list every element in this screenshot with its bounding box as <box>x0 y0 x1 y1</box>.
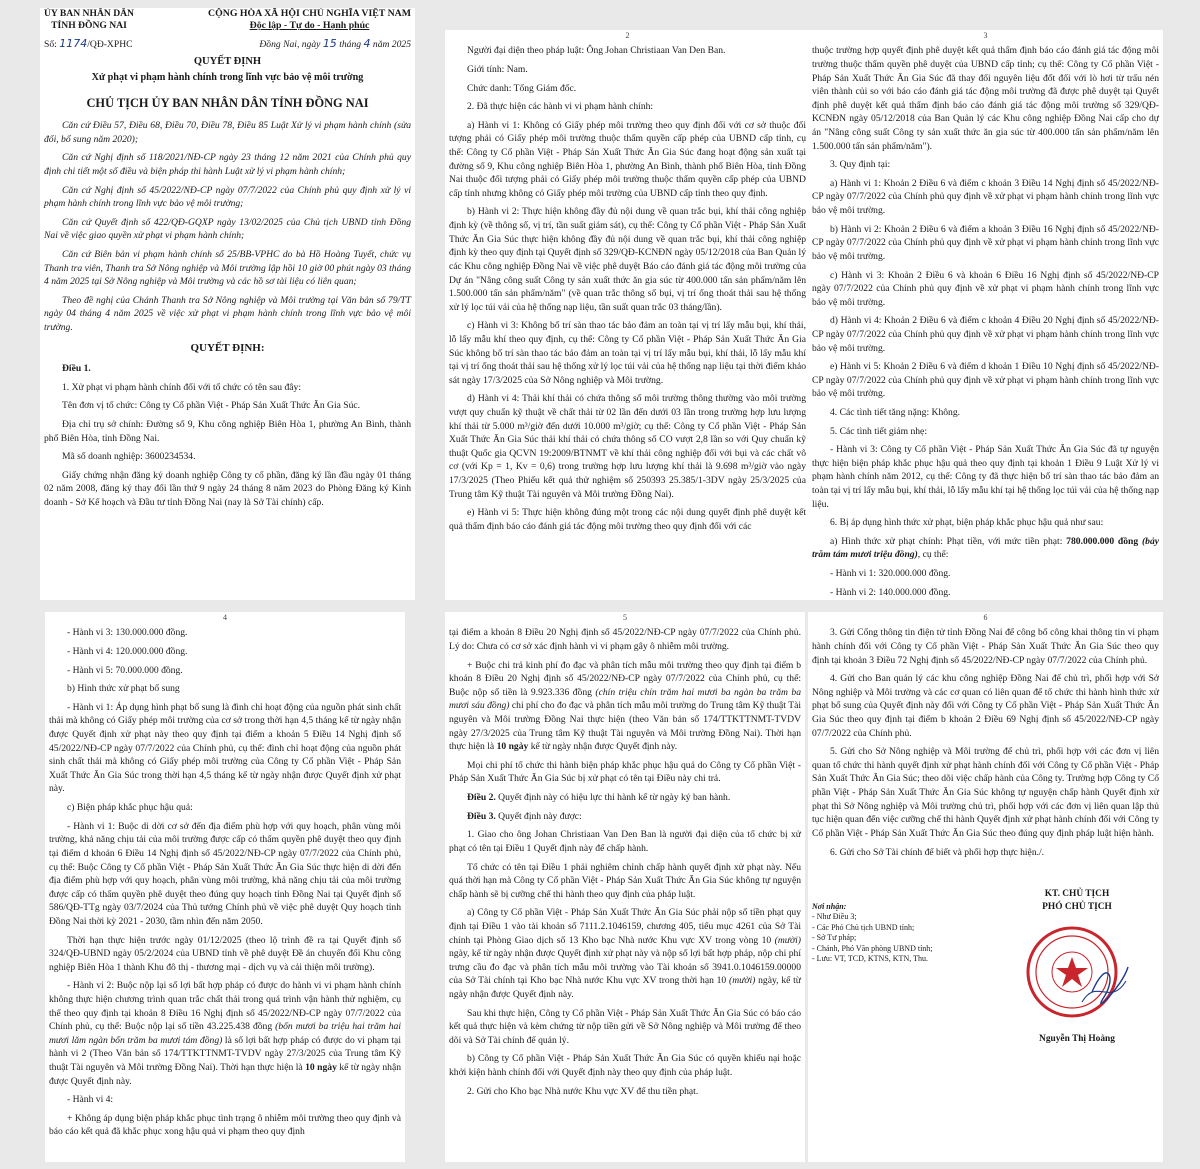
legal-basis: Căn cứ Nghị định số 118/2021/NĐ-CP ngày 23 tháng 12 năm 2021 của Chính phủ quy định chi tiết một số điều và biện pháp thi hành Luật xử lý vi phạm hành chính; <box>44 152 411 177</box>
paragraph: b) Hình thức xử phạt bổ sung <box>67 683 180 695</box>
article-1-heading: Điều 1. <box>62 363 91 375</box>
paragraph: a) Hành vi 1: Khoản 2 Điều 6 và điểm c khoản 3 Điều 14 Nghị định số 45/2022/NĐ-CP ngày 07/7/2022 của Chính phủ quy định về xử phạt vi phạm hành chính trong lĩnh vực bảo vệ môi trường. <box>812 177 1159 217</box>
signature-block: KT. CHỦ TỊCH PHÓ CHỦ TỊCH Nguyễn Thị Hoàng <box>997 888 1157 1047</box>
paragraph: - Hành vi 5: 70.000.000 đồng. <box>67 664 183 676</box>
article-3: Điều 3. Quyết định này được: <box>467 810 582 822</box>
paragraph: + Không áp dụng biện pháp khắc phục tình trạng ô nhiễm môi trường theo quy định và báo cáo kết quả đã khắc phục xong hậu quả vi phạm theo quy định <box>49 1112 401 1138</box>
signer-name: Nguyễn Thị Hoàng <box>1039 1034 1115 1045</box>
paragraph: - Hành vi 1: Buộc di dời cơ sở đến địa điểm phù hợp với quy hoạch, phân vùng môi trường, khả năng chịu tải của môi trường được cấp có thẩm quyền phê duyệt theo quy định tại điểm d khoản 6 Điều 14 Nghị định số 45/2022/NĐ-CP ngày 07/7/2022 của Chính phủ, cụ thể: Buộc Công ty Cổ phần Việt - Pháp Sản Xuất Thức Ăn Gia Súc thực hiện di dời đến địa điểm phù hợp với quy hoạch, phân vùng môi trường, khả năng chịu tải của môi trường được cấp có thẩm quyền phê duyệt theo đúng quy hoạch tỉnh Đồng Nai tại Quyết định số 586/QĐ-TTg ngày 03/7/2024 của Thủ tướng Chính phủ về việc phê duyệt Quy hoạch tỉnh Đồng Nai thời kỳ 2021 - 2030, tầm nhìn đến năm 2050. <box>49 820 401 927</box>
paragraph: d) Hành vi 4: Thải khí thải có chứa thông số môi trường thông thường vào môi trường vượt quy chuẩn kỹ thuật về chất thải từ 02 lần đến dưới 03 lần trong trường hợp lưu lượng khí thải từ 5.000 m³/giờ đến dưới 10.000 m³/giờ; cụ thể: Công ty Cổ phần Việt - Pháp Sản Xuất Thức Ăn Gia Súc thải khí thải có chứa thông số CO vượt 2,8 lần so với Quy chuẩn kỹ thuật Quốc gia QCVN 19:2009/BTNMT về khí thải công nghiệp đối với bụi và các chất vô cơ (với Kp = 1, Kv = 0,6) trong trường hợp lưu lượng khí thải là 9.698 m³/giờ vào ngày 17/3/2025 (Theo Phiếu kết quả thử nghiệm số 250393 25.385/1-3DV ngày 25/3/2025 của Trung tâm Kỹ thuật Tài nguyên và Môi trường Đồng Nai). <box>449 393 806 500</box>
paragraph: 6. Bị áp dụng hình thức xử phạt, biện pháp khắc phục hậu quả như sau: <box>830 517 1104 529</box>
paragraph: 1. Giao cho ông Johan Christiaan Van Den Ban là người đại diện của tổ chức bị xử phạt có tên tại Điều 1 Quyết định này để chấp hành. <box>449 829 801 854</box>
page-number: 4 <box>223 613 227 622</box>
paragraph: b) Hành vi 2: Thực hiện không đầy đủ nội dung về quan trắc bụi, khí thải công nghiệp định kỳ (về thông số, vị trí, tần suất giám sát), cụ thể: Công ty Cổ phần Việt - Pháp Sản Xuất Thức Ăn Gia Súc thực hiện không đầy đủ nội dung về quan trắc bụi, khí thải công nghiệp định kỳ theo quy định tại Quyết định số 329/QĐ-KCNĐN ngày 05/12/2018 của Ban Quản lý các Khu công nghiệp Đồng Nai về việc phê duyệt Báo cáo đánh giá tác động môi trường của Dự án "Nâng công suất Công ty sản xuất thức ăn gia súc từ 400.000 tấn sản phẩm/năm lên 1.500.000 tấn sản phẩm/năm" (về quan trắc thông số bụi, vị trí ống thoát thải sau hệ thống xử lý lọc túi vải của hệ thống nạp liệu, tần suất quan trắc 03 tháng/lần). <box>449 206 806 313</box>
paragraph: 4. Gửi cho Ban quản lý các khu công nghiệp Đồng Nai để chủ trì, phối hợp với Sở Nông nghiệp và Môi trường và các cơ quan có liên quan để tổ chức thi hành hình thức xử phạt bổ sung của Quyết định này đối với Công ty Cổ phần Việt - Pháp Sản Xuất Thức Ăn Gia Súc theo quy định tại điểm b khoản 2 Điều 69 Nghị định số 45/2022/NĐ-CP ngày 07/7/2022 của Chính phủ. <box>812 673 1159 739</box>
paragraph: 5. Các tình tiết giảm nhẹ: <box>830 425 927 437</box>
paragraph: c) Hành vi 3: Khoản 2 Điều 6 và khoản 6 Điều 16 Nghị định số 45/2022/NĐ-CP ngày 07/7/2022 của Chính phủ quy định về xử phạt vi phạm hành chính trong lĩnh vực bảo vệ môi trường. <box>812 269 1159 308</box>
doc-date: Đồng Nai, ngày 15 tháng 4 năm 2025 <box>259 37 411 51</box>
paragraph: a) Hành vi 1: Không có Giấy phép môi trường theo quy định đối với cơ sở thuộc đối tượng phải có Giấy phép môi trường thuộc thẩm quyền cấp phép của UBND cấp tỉnh, cụ thể: Công ty Cổ phần Việt - Pháp Sản Xuất Thức Ăn Gia Súc đang hoạt động sản xuất tại đường số 9, Khu công nghiệp Biên Hòa 1, phường An Bình, thành phố Biên Hòa, tỉnh Đồng Nai thuộc đối tượng phải có Giấy phép môi trường thuộc thẩm quyền cấp phép của UBND cấp tỉnh nhưng không có Giấy phép môi trường của UBND cấp tỉnh theo quy định. <box>449 119 806 199</box>
paragraph: e) Hành vi 5: Khoản 2 Điều 6 và điểm d khoản 1 Điều 10 Nghị định số 45/2022/NĐ-CP ngày 07/7/2022 của Chính phủ quy định về xử phạt vi phạm hành chính trong lĩnh vực bảo vệ môi trường. <box>812 361 1159 400</box>
doc-number-date <box>44 36 411 52</box>
page-number: 6 <box>983 613 988 622</box>
paragraph: c) Hành vi 3: Không bố trí sàn thao tác bảo đảm an toàn tại vị trí lấy mẫu bụi, khí thải, lỗ lấy mẫu khí theo quy định, cụ thể: Công ty Cổ phần Việt - Pháp Sản Xuất Thức Ăn Gia Súc không bố trí sàn thao tác bảo đảm an toàn tại vị trí lấy mẫu bụi, khí thải, lỗ lấy mẫu khí tại vị trí ống thoát thải sau hệ thống xử lý lọc túi vải của hệ thống nạp liệu tại thời điểm khảo sát ngày 17/3/2025 của Sở Nông nghiệp và Môi trường. <box>449 320 806 386</box>
paragraph: Giấy chứng nhận đăng ký doanh nghiệp Công ty cổ phần, đăng ký lần đầu ngày 01 tháng 02 năm 2008, đăng ký thay đổi lần thứ 9 ngày 24 tháng 8 năm 2023 do Phòng Đăng ký Kinh doanh - Sở Kế hoạch và Đầu tư tỉnh Đồng Nai (nay là Sở Tài chính) cấp. <box>44 469 411 509</box>
paragraph: Mã số doanh nghiệp: 3600234534. <box>62 451 196 463</box>
paragraph: Địa chỉ trụ sở chính: Đường số 9, Khu công nghiệp Biên Hòa 1, phường An Bình, thành phố Biên Hòa, tỉnh Đồng Nai. <box>44 419 411 444</box>
paragraph: + Buộc chi trả kinh phí đo đạc và phân tích mẫu môi trường theo quy định tại điểm b khoản 8 Điều 20 Nghị định số 45/2022/NĐ-CP ngày 07/7/2022 của Chính phủ, cụ thể: Buộc nộp số tiền là 9.923.336 đồng (chín triệu chín trăm hai mươi ba ngàn ba trăm ba mươi sáu đồng) chi phí cho đo đạc và phân tích mẫu môi trường do Trung tâm Kỹ thuật Tài nguyên và Môi trường Đồng Nai thực hiện (theo Văn bản số 174/TTKTTNMT-TVDV ngày 27/3/2025 của Trung tâm Kỹ thuật Tài nguyên và Môi trường Đồng Nai). Thời hạn thực hiện là 10 ngày kể từ ngày nhận được Quyết định này. <box>449 659 801 753</box>
legal-basis: Căn cứ Quyết định số 422/QĐ-GQXP ngày 13/02/2025 của Chủ tịch UBND tỉnh Đồng Nai về việc giao quyền xử phạt vi phạm hành chính; <box>44 216 411 242</box>
org-province: TỈNH ĐỒNG NAI <box>51 19 127 31</box>
paragraph: tại điểm a khoản 8 Điều 20 Nghị định số 45/2022/NĐ-CP ngày 07/7/2022 của Chính phủ. Lý do: Chưa có cơ sở xác định hành vi vi phạm gây ô nhiễm môi trường. <box>449 627 801 652</box>
paragraph: c) Biện pháp khắc phục hậu quả: <box>67 802 193 814</box>
page-number: 2 <box>625 31 630 40</box>
official-seal-icon <box>1022 917 1132 1027</box>
paragraph: Chức danh: Tổng Giám đốc. <box>467 82 577 94</box>
paragraph: 2. Đã thực hiện các hành vi vi phạm hành chính: <box>467 101 654 113</box>
fine-amount: 780.000.000 đồng <box>1066 535 1139 547</box>
national-motto <box>208 8 411 32</box>
paragraph: Tổ chức có tên tại Điều 1 phải nghiêm chỉnh chấp hành quyết định xử phạt này. Nếu quá thời hạn mà Công ty Cổ phần Việt - Pháp Sản Xuất Thức Ăn Gia Súc không tự nguyện chấp hành sẽ bị cưỡng chế thi hành theo quy định của pháp luật. <box>449 861 801 900</box>
paragraph: 4. Các tình tiết tăng nặng: Không. <box>830 406 961 418</box>
paragraph: d) Hành vi 4: Khoản 2 Điều 6 và điểm c khoản 4 Điều 20 Nghị định số 45/2022/NĐ-CP ngày 07/7/2022 của Chính phủ quy định về xử phạt vi phạm hành chính trong lĩnh vực bảo vệ môi trường. <box>812 315 1159 354</box>
document-page-2 <box>445 30 810 600</box>
paragraph: - Hành vi 4: <box>67 1094 114 1106</box>
paragraph: - Hành vi 4: 120.000.000 đồng. <box>67 645 188 657</box>
page-number: 5 <box>623 613 627 622</box>
paragraph: e) Hành vi 5: Thực hiện không đúng một trong các nội dung quyết định phê duyệt kết quả thẩm định báo cáo đánh giá tác động môi trường theo quy định đối với các <box>449 507 806 532</box>
paragraph: Tên đơn vị tổ chức: Công ty Cổ phần Việt - Pháp Sản Xuất Thức Ăn Gia Súc. <box>62 400 361 412</box>
legal-basis: Căn cứ Điều 57, Điều 68, Điều 70, Điều 78, Điều 85 Luật Xử lý vi phạm hành chính (sửa đổi, bổ sung năm 2020); <box>44 120 411 145</box>
paragraph: b) Công ty Cổ phần Việt - Pháp Sản Xuất Thức Ăn Gia Súc có quyền khiếu nại hoặc khởi kiện hành chính đối với Quyết định này theo quy định của pháp luật. <box>449 1053 801 1079</box>
legal-basis: Căn cứ Biên bản vi phạm hành chính số 25/BB-VPHC do bà Hồ Hoàng Tuyết, chức vụ Thanh tra viên, Thanh tra Sở Nông nghiệp và Môi trường lập hồi 10 giờ 00 phút ngày 03 tháng 4 năm 2025 tại Sở Nông nghiệp và Môi trường và các hồ sơ tài liệu có liên quan; <box>44 248 411 288</box>
issuing-org <box>44 8 134 32</box>
fine-paragraph: a) Hình thức xử phạt chính: Phạt tiền, với mức tiền phạt: 780.000.000 đồng (bảy trăm tám mươi triệu đồng), cụ thể: <box>812 535 1160 561</box>
document-page-1 <box>40 8 415 600</box>
paragraph: - Hành vi 1: Áp dụng hình phạt bổ sung là đình chỉ hoạt động của nguồn phát sinh chất thải mà không có Giấy phép môi trường của cơ sở trong thời hạn 4,5 tháng kể từ ngày nhận được Quyết định xử phạt này theo quy định tại điểm a khoản 5 Điều 14 Nghị định số 45/2022/NĐ-CP ngày 07/7/2022 của Chính phủ, cụ thể: đình chỉ hoạt động của nguồn phát sinh chất thải mà không có Giấy phép môi trường của Công ty Cổ phần Việt - Pháp Sản Xuất Thức Ăn Gia Súc trong thời hạn 4,5 tháng kể từ ngày nhận được Quyết định xử phạt này. <box>49 701 401 795</box>
paragraph: - Hành vi 3: 130.000.000 đồng. <box>67 627 188 639</box>
doc-number: Số: 1174/QĐ-XPHC <box>44 37 133 51</box>
org-name: ỦY BAN NHÂN DÂN <box>44 8 134 19</box>
paragraph: Người đại diện theo pháp luật: Ông Johan Christiaan Van Den Ban. <box>467 45 726 57</box>
page-header <box>44 8 411 32</box>
paragraph: - Hành vi 3: Công ty Cổ phần Việt - Pháp Sản Xuất Thức Ăn Gia Súc đã tự nguyện thực hiện biện pháp khắc phục hậu quả theo quy định tại khoản 1 Điều 9 Luật Xử lý vi phạm hành chính năm 2012, cụ thể: Công ty đã thực hiện bố trí sàn thao tác bảo đảm an toàn tại vị trí lấy mẫu bụi, khí thải, lỗ lấy mẫu khí tại hệ thống lọc túi vải của hệ thống nạp liệu. <box>812 444 1159 510</box>
paragraph: 5. Gửi cho Sở Nông nghiệp và Môi trường để chủ trì, phối hợp với các đơn vị liên quan tổ chức thi hành quyết định xử phạt hành chính đối với Công ty Cổ phần Việt - Pháp Sản Xuất Thức Ăn Gia Súc; theo dõi việc chấp hành của Công ty. Trường hợp Công ty Cổ phần Việt - Pháp Sản Xuất Thức Ăn Gia Súc không tự nguyện chấp hành Quyết định xử phạt thì Sở Nông nghiệp và Môi trường chủ trì, phối hợp với các đơn vị liên quan lập thủ tục hiện quan đến việc cưỡng chế thi hành Quyết định xử phạt hành chính đối với Công ty Cổ phần Việt - Pháp Sản Xuất Thức Ăn Gia Súc theo đúng quy định pháp luật hiện hành. <box>812 746 1159 839</box>
paragraph: Thời hạn thực hiện trước ngày 01/12/2025 (theo lộ trình đề ra tại Quyết định số 324/QĐ-UBND ngày 05/2/2024 của UBND tỉnh về phê duyệt Đề án chuyển đổi Khu công nghiệp Biên Hòa 1 thành Khu đô thị - thương mại - dịch vụ và cải thiện môi trường). <box>49 934 401 973</box>
page-number: 3 <box>983 31 988 40</box>
paragraph: Sau khi thực hiện, Công ty Cổ phần Việt - Pháp Sản Xuất Thức Ăn Gia Súc có báo cáo kết quả thực hiện và kèm chứng từ nộp tiền gửi về Sở Nông nghiệp và Môi trường để theo dõi và Sở Tài chính để quản lý. <box>449 1007 801 1046</box>
paragraph: a) Công ty Cổ phần Việt - Pháp Sản Xuất Thức Ăn Gia Súc phải nộp số tiền phạt quy định tại Điều 1 vào tài khoản số 7111.2.1046159, chương 405, tiểu mục 4261 của Sở Tài chính tại Phòng Giao dịch số 13 Kho bạc Nhà nước Khu vực XV trong vòng 10 (mười) ngày, kể từ ngày nhận được Quyết định xử phạt này và nộp số lợi bất hợp pháp, nộp chi phí trưng cầu đo đạc và phân tích mẫu môi trường vào Tài khoản số 3941.0.1046159.00000 của Sở Tài chính tại Kho bạc Nhà nước Khu vực XV trong thời hạn 10 (mười) ngày, kể từ ngày nhận được Quyết định này. <box>449 907 802 1000</box>
paragraph: b) Hành vi 2: Khoản 2 Điều 6 và điểm a khoản 3 Điều 16 Nghị định số 45/2022/NĐ-CP ngày 07/7/2022 của Chính phủ quy định về xử phạt vi phạm hành chính trong lĩnh vực bảo vệ môi trường. <box>812 223 1159 262</box>
paragraph: - Hành vi 1: 320.000.000 đồng. <box>830 568 951 580</box>
document-page-6 <box>808 612 1163 1162</box>
paragraph: thuộc trường hợp quyết định phê duyệt kết quả thẩm định báo cáo đánh giá tác động môi trường thuộc thẩm quyền phê duyệt của UBND cấp tỉnh; cụ thể: Công ty Cổ phần Việt - Pháp Sản Xuất Thức Ăn Gia Súc đã thay đổi nguyên liệu đốt đối với lò hơi từ trấu nén viên thành củi so với báo cáo đánh giá tác động môi trường đã được phê duyệt tại Quyết định phê duyệt kết quả thẩm định báo cáo đánh giá tác động môi trường số 329/QĐ-KCNĐN ngày 05/12/2018 của Ban Quản lý các Khu công nghiệp Đồng Nai cấp cho dự án "Nâng công suất Công ty sản xuất thức ăn gia súc từ 400.000 tấn sản phẩm/năm lên 1.500.000 tấn sản phẩm/năm"). <box>812 45 1159 152</box>
paragraph: - Hành vi 2: 140.000.000 đồng. <box>830 586 951 598</box>
document-page-4 <box>45 612 405 1162</box>
paragraph: Mọi chi phí tổ chức thi hành biện pháp khắc phục hậu quả do Công ty Cổ phần Việt - Pháp Sản Xuất Thức Ăn Gia Súc bị xử phạt có tên tại Điều này chi trả. <box>449 759 801 785</box>
decision-heading: QUYẾT ĐỊNH: <box>190 341 265 354</box>
paragraph: - Hành vi 2: Buộc nộp lại số lợi bất hợp pháp có được do hành vi vi phạm hành chính không thực hiện chương trình quan trắc chất thải trong quá trình vận hành thử nghiệm, cụ thể theo quy định tại khoản 8 Điều 16 Nghị định số 45/2022/NĐ-CP ngày 07/7/2022 của Chính phủ, cụ thể: Buộc nộp lại số tiền 43.225.438 đồng (bốn mươi ba triệu hai trăm hai mươi lăm ngàn bốn trăm ba mươi tám đồng) là số lợi bất hợp pháp có được do vi phạm tại hành vi 2 (Theo Văn bản số 174/TTKTTNMT-TVDV ngày 27/3/2025 của Trung tâm Kỹ thuật Tài nguyên và Môi trường Đồng Nai). Thời hạn thực hiện là 10 ngày kể từ ngày nhận được Quyết định này. <box>49 980 401 1087</box>
doc-title: QUYẾT ĐỊNH <box>193 56 262 68</box>
doc-subtitle: Xử phạt vi phạm hành chính trong lĩnh vực bảo vệ môi trường <box>91 71 364 83</box>
paragraph: 6. Gửi cho Sở Tài chính để biết và phối hợp thực hiện./. <box>830 846 1045 858</box>
article-2: Điều 2. Quyết định này có hiệu lực thi hành kể từ ngày ký ban hành. <box>467 792 731 804</box>
paragraph: 3. Quy định tại: <box>830 159 891 171</box>
paragraph: 1. Xử phạt vi phạm hành chính đối với tổ chức có tên sau đây: <box>62 381 302 393</box>
paragraph: 3. Gửi Cổng thông tin điện tử tỉnh Đồng Nai để công bố công khai thông tin vi phạm hành chính đối với Công ty Cổ phần Việt - Pháp Sản Xuất Thức Ăn Gia Súc theo quy định tại khoản 3 Điều 72 Nghị định số 45/2022/NĐ-CP ngày 07/7/2022 của Chính phủ. <box>812 627 1159 666</box>
paragraph: Giới tính: Nam. <box>467 63 528 75</box>
handwritten-number: 1174 <box>59 37 88 51</box>
legal-basis: Căn cứ Nghị định số 45/2022/NĐ-CP ngày 07/7/2022 của Chính phủ quy định xử lý vi phạm hành chính trong lĩnh vực bảo vệ môi trường; <box>44 184 411 210</box>
motto: Độc lập - Tự do - Hạnh phúc <box>249 20 370 32</box>
recipients: Nơi nhận: - Như Điều 3; - Các Phó Chủ tịch UBND tỉnh; - Sở Tư pháp; - Chánh, Phó Văn phòng UBND tỉnh; - Lưu: VT, TCD, KTNS, KTN, Thu. <box>812 902 933 963</box>
nation-name: CỘNG HÒA XÃ HỘI CHỦ NGHĨA VIỆT NAM <box>208 8 411 19</box>
document-page-3 <box>808 30 1163 600</box>
fine-amount-words: (bảy trăm tám mươi triệu đồng) <box>812 535 1160 561</box>
authority-title: CHỦ TỊCH ỦY BAN NHÂN DÂN TỈNH ĐỒNG NAI <box>86 96 369 111</box>
paragraph: 2. Gửi cho Kho bạc Nhà nước Khu vực XV để thu tiền phạt. <box>467 1085 699 1097</box>
document-page-5 <box>445 612 805 1162</box>
legal-basis: Theo đề nghị của Chánh Thanh tra Sở Nông nghiệp và Môi trường tại Văn bản số 79/TT ngày 04 tháng 4 năm 2025 về việc xử phạt vi phạm hành chính trong lĩnh vực bảo vệ môi trường. <box>44 294 411 333</box>
